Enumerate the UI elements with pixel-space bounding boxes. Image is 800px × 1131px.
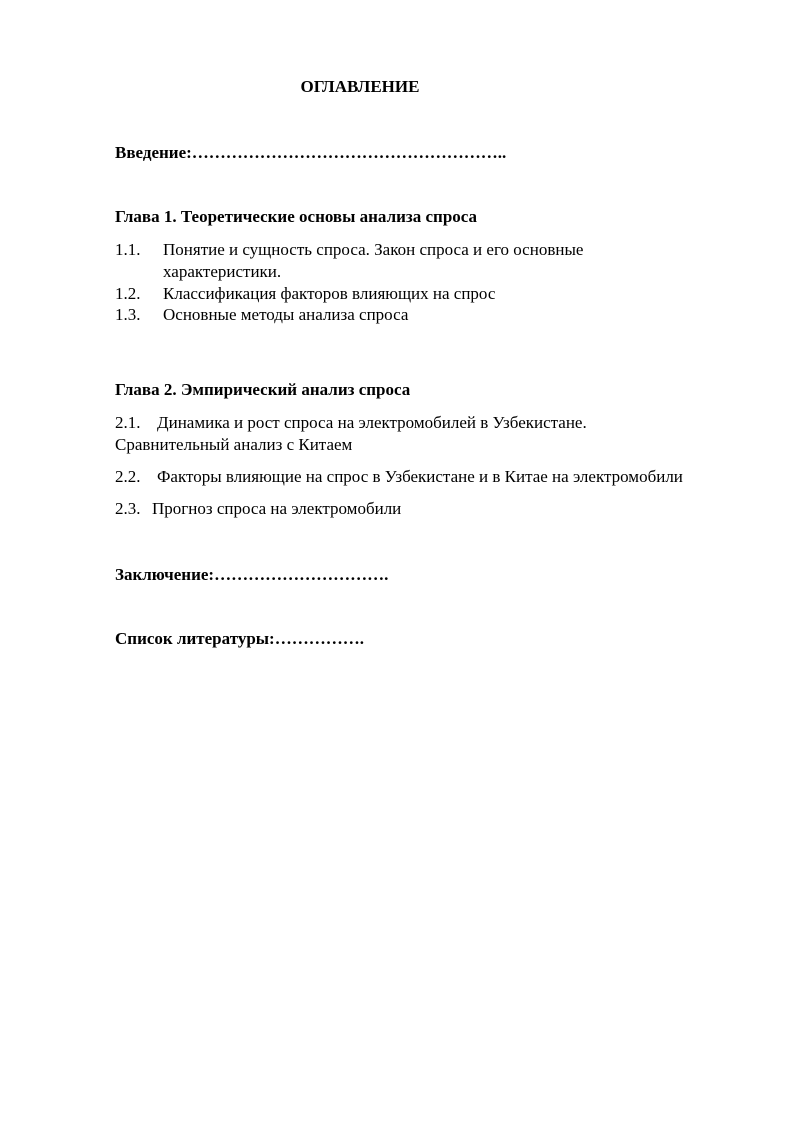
chapter2-item-1-line2: Сравнительный анализ с Китаем <box>115 435 353 454</box>
toc-conclusion: Заключение:…………………………. <box>115 565 389 584</box>
chapter2-item-1-num: 2.1. <box>115 413 141 432</box>
chapter1-item-1-line1: Понятие и сущность спроса. Закон спроса и его основные <box>163 240 584 259</box>
chapter1-item-2-num: 1.2. <box>115 284 141 303</box>
chapter1-item-3-line1: Основные методы анализа спроса <box>163 305 409 324</box>
chapter2-item-3-line1: Прогноз спроса на электромобили <box>152 499 402 518</box>
chapter2-item-2-line1: Факторы влияющие на спрос в Узбекистане и в Китае на электромобили <box>157 467 683 486</box>
toc-references: Список литературы:……………. <box>115 629 364 648</box>
toc-intro: Введение:……………………………………………….. <box>115 143 507 162</box>
toc-title: ОГЛАВЛЕНИЕ <box>300 77 420 96</box>
chapter2-item-1-line1: Динамика и рост спроса на электромобилей в Узбекистане. <box>157 413 587 432</box>
chapter1-item-1-line2: характеристики. <box>163 262 282 281</box>
chapter2-item-3-num: 2.3. <box>115 499 141 518</box>
chapter2-heading: Глава 2. Эмпирический анализ спроса <box>115 380 411 399</box>
chapter2-item-2-num: 2.2. <box>115 467 141 486</box>
chapter1-heading: Глава 1. Теоретические основы анализа спроса <box>115 207 478 226</box>
chapter1-item-1-num: 1.1. <box>115 240 141 259</box>
chapter1-item-2-line1: Классификация факторов влияющих на спрос <box>163 284 496 303</box>
chapter1-item-3-num: 1.3. <box>115 305 141 324</box>
